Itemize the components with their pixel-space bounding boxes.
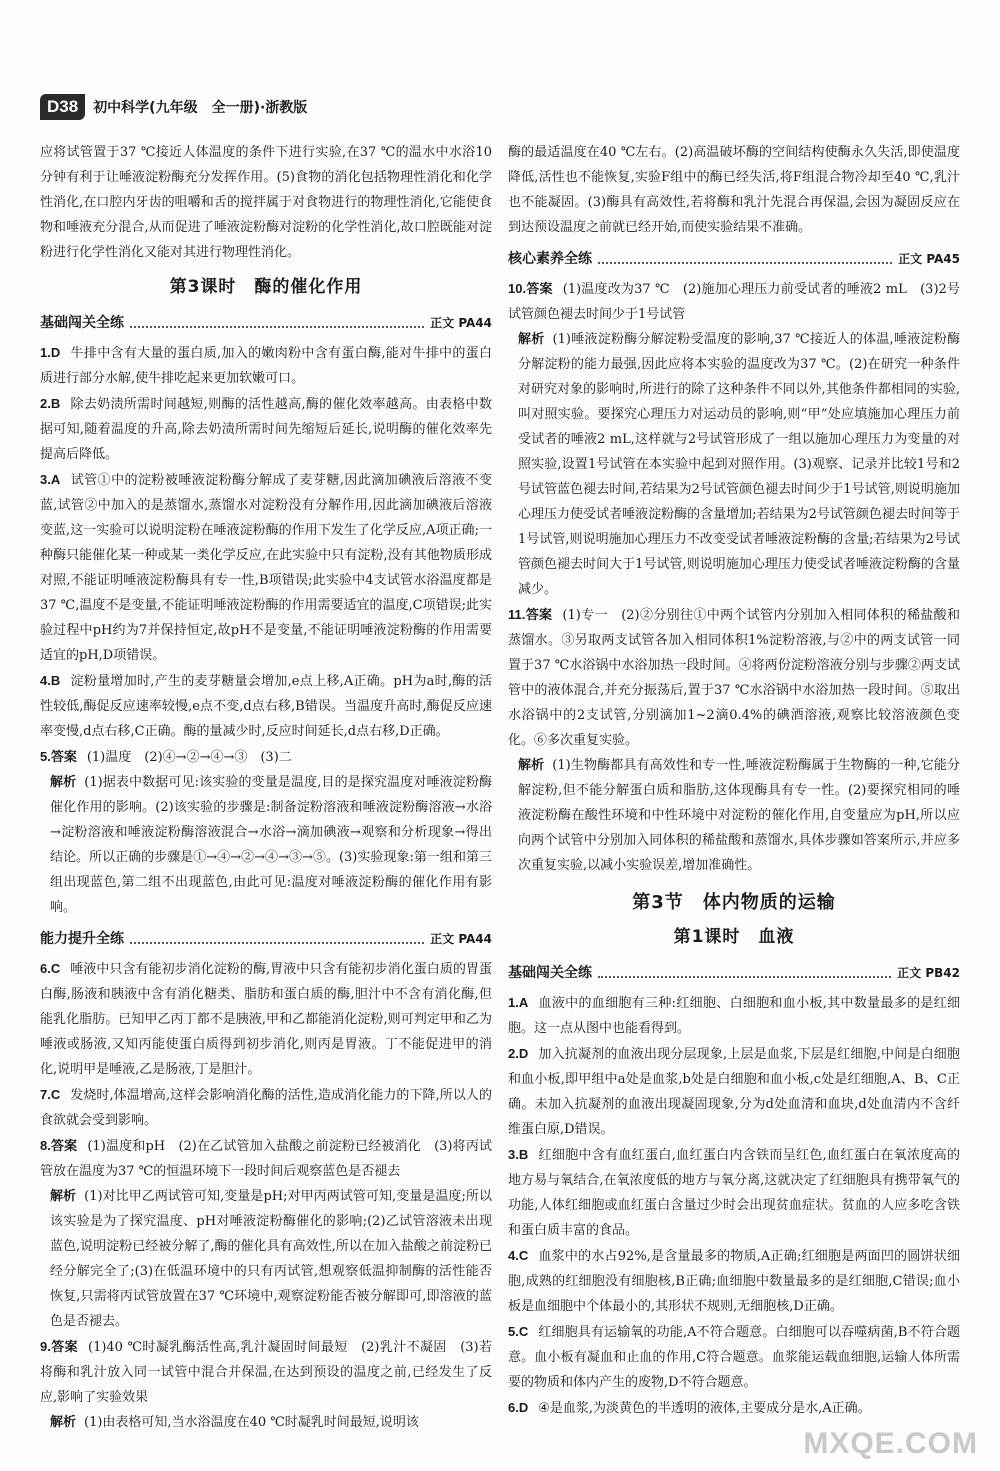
question-number: 9.答案 (40, 1339, 78, 1354)
dotted-leader (130, 942, 424, 944)
question-number: 10.答案 (508, 281, 553, 296)
question-item (508, 1243, 960, 1319)
section-header (508, 246, 960, 272)
question-number: 3.B (508, 1147, 529, 1162)
section-name: 核心素养全练 (508, 251, 592, 267)
question-number: 1.A (508, 995, 529, 1010)
question-item (40, 1133, 492, 1184)
section-header (508, 960, 960, 986)
question-number: 6.C (40, 961, 61, 976)
analysis-item (40, 1184, 492, 1334)
question-text: 唾液中只含有能初步消化淀粉的酶,胃液中只含有能初步消化蛋白质的胃蛋白酶,肠液和胰液中含有消化糖类、脂肪和蛋白质的酶,胆汁中不含有消化酶,但能乳化脂肪。已知甲乙丙丁都不是胰液,甲和乙都能消化淀粉,则可判定甲和乙为唾液或肠液,又知丙能使蛋白质得到初步消化,则丙是胃液。丁不能促进甲的消化,说明甲是唾液,乙是肠液,丁是胆汁。 (40, 962, 492, 1077)
question-number: 8.答案 (40, 1138, 78, 1153)
answer-text: (1)温度改为37 ℃ (2)施加心理压力前受试者的唾液2 mL (3)2号试管颜色褪去时间少于1号试管 (508, 282, 960, 322)
lesson-title: 第3课时 酶的催化作用 (169, 277, 363, 297)
section-ref: 正文 PA44 (430, 932, 492, 946)
question-text: 淀粉量增加时,产生的麦芽糖量会增加,e点上移,A正确。pH为a时,酶的活性较低,酶促反应速率较慢,e点不变,d点右移,B错误。当温度升高时,酶促反应速率变慢,d点右移,C正确。酶的量减少时,反应时间延长,d点右移,D正确。 (40, 674, 492, 739)
question-text: 加入抗凝剂的血液出现分层现象,上层是血浆,下层是红细胞,中间是白细胞和血小板,即甲组中a处是血浆,b处是白细胞和血小板,c处是红细胞,A、B、C正确。未加入抗凝剂的血液出现凝固现象,分为d处血清和血块,d处血清内不含纤维蛋白原,D错误。 (508, 1047, 960, 1137)
question-item (40, 1334, 492, 1410)
analysis-item (508, 753, 960, 878)
question-item (40, 668, 492, 744)
section-header (40, 926, 492, 952)
section-ref: 正文 PA45 (898, 252, 960, 266)
chapter-title: 第3节 体内物质的运输 (632, 892, 836, 913)
question-number: 11.答案 (508, 607, 553, 622)
question-item (508, 1142, 960, 1243)
page-number-badge: D38 (40, 94, 85, 120)
question-text: ④是血浆,为淡黄色的半透明的液体,主要成分是水,A正确。 (538, 1401, 871, 1416)
question-number: 1.D (40, 345, 61, 360)
section-header (40, 310, 492, 336)
question-text: 血液中的血细胞有三种:红细胞、白细胞和血小板,其中数量最多的是红细胞。这一点从图中也能看得到。 (508, 996, 960, 1036)
analysis-text: (1)据表中数据可见:该实验的变量是温度,目的是探究温度对唾液淀粉酶催化作用的影响。(2)该实验的步骤是:制备淀粉溶液和唾液淀粉酶溶液→水浴→淀粉溶液和唾液淀粉酶溶液混合→水浴→滴加碘液→观察和分析现象→得出结论。所以正确的步骤是①→④→②→④→③→⑤。(3)实验现象:第一组和第三组出现蓝色,第二组不出现蓝色,由此可见:温度对唾液淀粉酶的催化作用有影响。 (50, 775, 492, 915)
intro-paragraph: 应将试管置于37 ℃接近人体温度的条件下进行实验,在37 ℃的温水中水浴10分钟有利于让唾液淀粉酶充分发挥作用。(5)食物的消化包括物理性消化和化学性消化,在口腔内牙齿的咀嚼和舌的搅拌属于对食物进行的物理性消化,它能使食物和唾液充分混合,从而促进了唾液淀粉酶对淀粉的化学性消化,故口腔既能对淀粉进行化学性消化又能对其进行物理性消化。 (40, 145, 492, 260)
question-number: 5.答案 (40, 749, 77, 764)
question-number: 2.B (40, 396, 61, 411)
question-number: 3.A (40, 472, 61, 487)
question-text: 红细胞具有运输氧的功能,A不符合题意。白细胞可以吞噬病菌,B不符合题意。血小板有凝血和止血的作用,C符合题意。血浆能运载血细胞,运输人体所需要的物质和体内产生的废物,D不符合题意。 (508, 1325, 960, 1390)
question-number: 2.D (508, 1046, 529, 1061)
section-name: 基础闯关全练 (508, 965, 592, 981)
analysis-item (40, 770, 492, 920)
continued-paragraph: 酶的最适温度在40 ℃左右。(2)高温破坏酶的空间结构使酶永久失活,即使温度降低,活性也不能恢复,实验F组中的酶已经失活,将F组混合物冷却至40 ℃,乳汁也不能凝固。(3)酶具有高效性,若将酶和乳汁先混合再保温,会因为凝固反应在到达预设温度之前就已经开始,而使实验结果不准确。 (508, 145, 960, 235)
lesson-title: 第1课时 血液 (673, 927, 795, 947)
question-item (40, 1082, 492, 1133)
question-item (40, 467, 492, 668)
analysis-label: 解析 (50, 775, 77, 790)
dotted-leader (598, 976, 891, 978)
left-column (40, 140, 492, 1435)
question-number: 4.C (508, 1248, 529, 1263)
analysis-label: 解析 (50, 1189, 77, 1204)
question-number: 4.B (40, 673, 61, 688)
question-item (40, 340, 492, 391)
right-column (508, 140, 960, 1421)
answer-text: (1)温度和pH (2)在乙试管加入盐酸之前淀粉已经被消化 (3)将丙试管放在温度为37 ℃的恒温环境下一段时间后观察蓝色是否褪去 (40, 1139, 493, 1179)
page-header (40, 92, 307, 122)
question-item (508, 1395, 960, 1421)
analysis-label: 解析 (518, 332, 545, 347)
question-text: 红细胞中含有血红蛋白,血红蛋白内含铁而呈红色,血红蛋白在氧浓度高的地方易与氧结合,在氧浓度低的地方与氧分离,这就决定了红细胞具有携带氧气的功能,人体红细胞或血红蛋白含量过少时会出现贫血症状。贫血的人应多吃含铁和蛋白质丰富的食品。 (508, 1148, 960, 1238)
question-item (508, 1319, 960, 1395)
dotted-leader (598, 262, 892, 264)
analysis-label: 解析 (518, 758, 545, 773)
question-number: 6.D (508, 1400, 529, 1415)
analysis-text: (1)唾液淀粉酶分解淀粉受温度的影响,37 ℃接近人的体温,唾液淀粉酶分解淀粉的能力最强,因此应将本实验的温度改为37 ℃。(2)在研究一种条件对研究对象的影响时,所进行的除了这种条件不同以外,其他条件都相同的实验,叫对照实验。要探究心理压力对运动员的影响,则“甲”处应填施加心理压力前受试者的唾液2 mL,这样就与2号试管形成了一组以施加心理压力为变量的对照实验,设置1号试管在本实验中起到对照作用。(3)观察、记录并比较1号和2号试管蓝色褪去时间,若结果为2号试管颜色褪去时间少于1号试管,则说明施加心理压力使受试者唾液淀粉酶的含量增加;若结果为2号试管颜色褪去时间等于1号试管,则说明施加心理压力不改变受试者唾液淀粉酶的含量;若结果为2号试管颜色褪去时间大于1号试管,则说明施加心理压力使受试者唾液淀粉酶的含量减少。 (518, 332, 960, 597)
section-name: 能力提升全练 (40, 931, 124, 947)
analysis-label: 解析 (50, 1415, 77, 1430)
question-text: 发烧时,体温增高,这样会影响消化酶的活性,造成消化能力的下降,所以人的食欲就会受到影响。 (40, 1088, 492, 1128)
question-item (508, 602, 960, 753)
question-text: 牛排中含有大量的蛋白质,加入的嫩肉粉中含有蛋白酶,能对牛排中的蛋白质进行部分水解,使牛排吃起来更加软嫩可口。 (40, 346, 492, 386)
question-item (508, 276, 960, 327)
question-number: 5.C (508, 1324, 529, 1339)
analysis-text: (1)由表格可知,当水浴温度在40 ℃时凝乳时间最短,说明该 (84, 1415, 419, 1430)
answer-text: (1)温度 (2)④→②→④→③ (3)二 (86, 750, 292, 765)
book-title: 初中科学(九年级 全一册)·浙教版 (93, 100, 308, 116)
analysis-item (40, 1410, 492, 1435)
question-item (40, 956, 492, 1082)
question-item (508, 990, 960, 1041)
answer-text: (1)40 ℃时凝乳酶活性高,乳汁凝固时间最短 (2)乳汁不凝固 (3)若将酶和乳汁放入同一试管中混合并保温,在达到预设的温度之前,已经发生了反应,影响了实验效果 (40, 1340, 492, 1405)
question-item (40, 391, 492, 467)
question-item (40, 744, 492, 770)
watermark: MXQE.COM (803, 1427, 978, 1460)
question-item (508, 1041, 960, 1142)
analysis-text: (1)对比甲乙两试管可知,变量是pH;对甲丙两试管可知,变量是温度;所以该实验是为了探究温度、pH对唾液淀粉酶催化的影响;(2)乙试管溶液未出现蓝色,说明淀粉已经被分解了,酶的催化具有高效性,所以在加入盐酸之前淀粉已经分解完全了;(3)在低温环境中的只有丙试管,想观察低温抑制酶的活性能否恢复,只需将丙试管放置在37 ℃环境中,观察淀粉能否被分解即可,即溶液的蓝色是否褪去。 (50, 1189, 492, 1329)
question-text: 血浆中的水占92%,是含量最多的物质,A正确;红细胞是两面凹的圆饼状细胞,成熟的红细胞没有细胞核,B正确;血细胞中数量最多的是红细胞,C错误;血小板是血细胞中个体最小的,其形状不规则,无细胞核,D正确。 (508, 1249, 960, 1314)
analysis-item (508, 327, 960, 602)
dotted-leader (130, 326, 424, 328)
answer-text: (1)专一 (2)②分别往①中两个试管内分别加入相同体积的稀盐酸和蒸馏水。③另取两支试管各加入相同体积1%淀粉溶液,与②中的两支试管一同置于37 ℃水浴锅中水浴加热一段时间。④将两份淀粉溶液分别与步骤②两支试管中的液体混合,并充分振荡后,置于37 ℃水浴锅中水浴加热一段时间。⑤取出水浴锅中的2支试管,分别滴加1~2滴0.4%的碘酒溶液,观察比较溶液颜色变化。⑥多次重复实验。 (508, 608, 960, 748)
question-number: 7.C (40, 1087, 61, 1102)
section-ref: 正文 PB42 (897, 966, 960, 980)
question-text: 试管①中的淀粉被唾液淀粉酶分解成了麦芽糖,因此滴加碘液后溶液不变蓝,试管②中加入的是蒸馏水,蒸馏水对淀粉没有分解作用,因此滴加碘液后溶液变蓝,这一实验可以说明淀粉在唾液淀粉酶的作用下发生了化学反应,A项正确;一种酶只能催化某一种或某一类化学反应,在此实验中只有淀粉,没有其他物质形成对照,不能证明唾液淀粉酶具有专一性,B项错误;此实验中4支试管水浴温度都是37 ℃,温度不是变量,不能证明唾液淀粉酶的作用需要适宜的温度,C项错误;此实验过程中pH约为7并保持恒定,故pH不是变量,不能证明唾液淀粉酶的作用需要适宜的pH,D项错误。 (40, 473, 492, 663)
section-name: 基础闯关全练 (40, 315, 124, 331)
analysis-text: (1)生物酶都具有高效性和专一性,唾液淀粉酶属于生物酶的一种,它能分解淀粉,但不能分解蛋白质和脂肪,这体现酶具有专一性。(2)要探究相同的唾液淀粉酶在酸性环境和中性环境中对淀粉的催化作用,自变量应为pH,所以应向两个试管中分别加入同体积的稀盐酸和蒸馏水,具体步骤如答案所示,并应多次重复实验,以减小实验误差,增加准确性。 (518, 758, 960, 873)
section-ref: 正文 PA44 (430, 316, 492, 330)
question-text: 除去奶渍所需时间越短,则酶的活性越高,酶的催化效率越高。由表格中数据可知,随着温度的升高,除去奶渍所需时间先缩短后延长,说明酶的催化效率先提高后降低。 (40, 397, 492, 462)
